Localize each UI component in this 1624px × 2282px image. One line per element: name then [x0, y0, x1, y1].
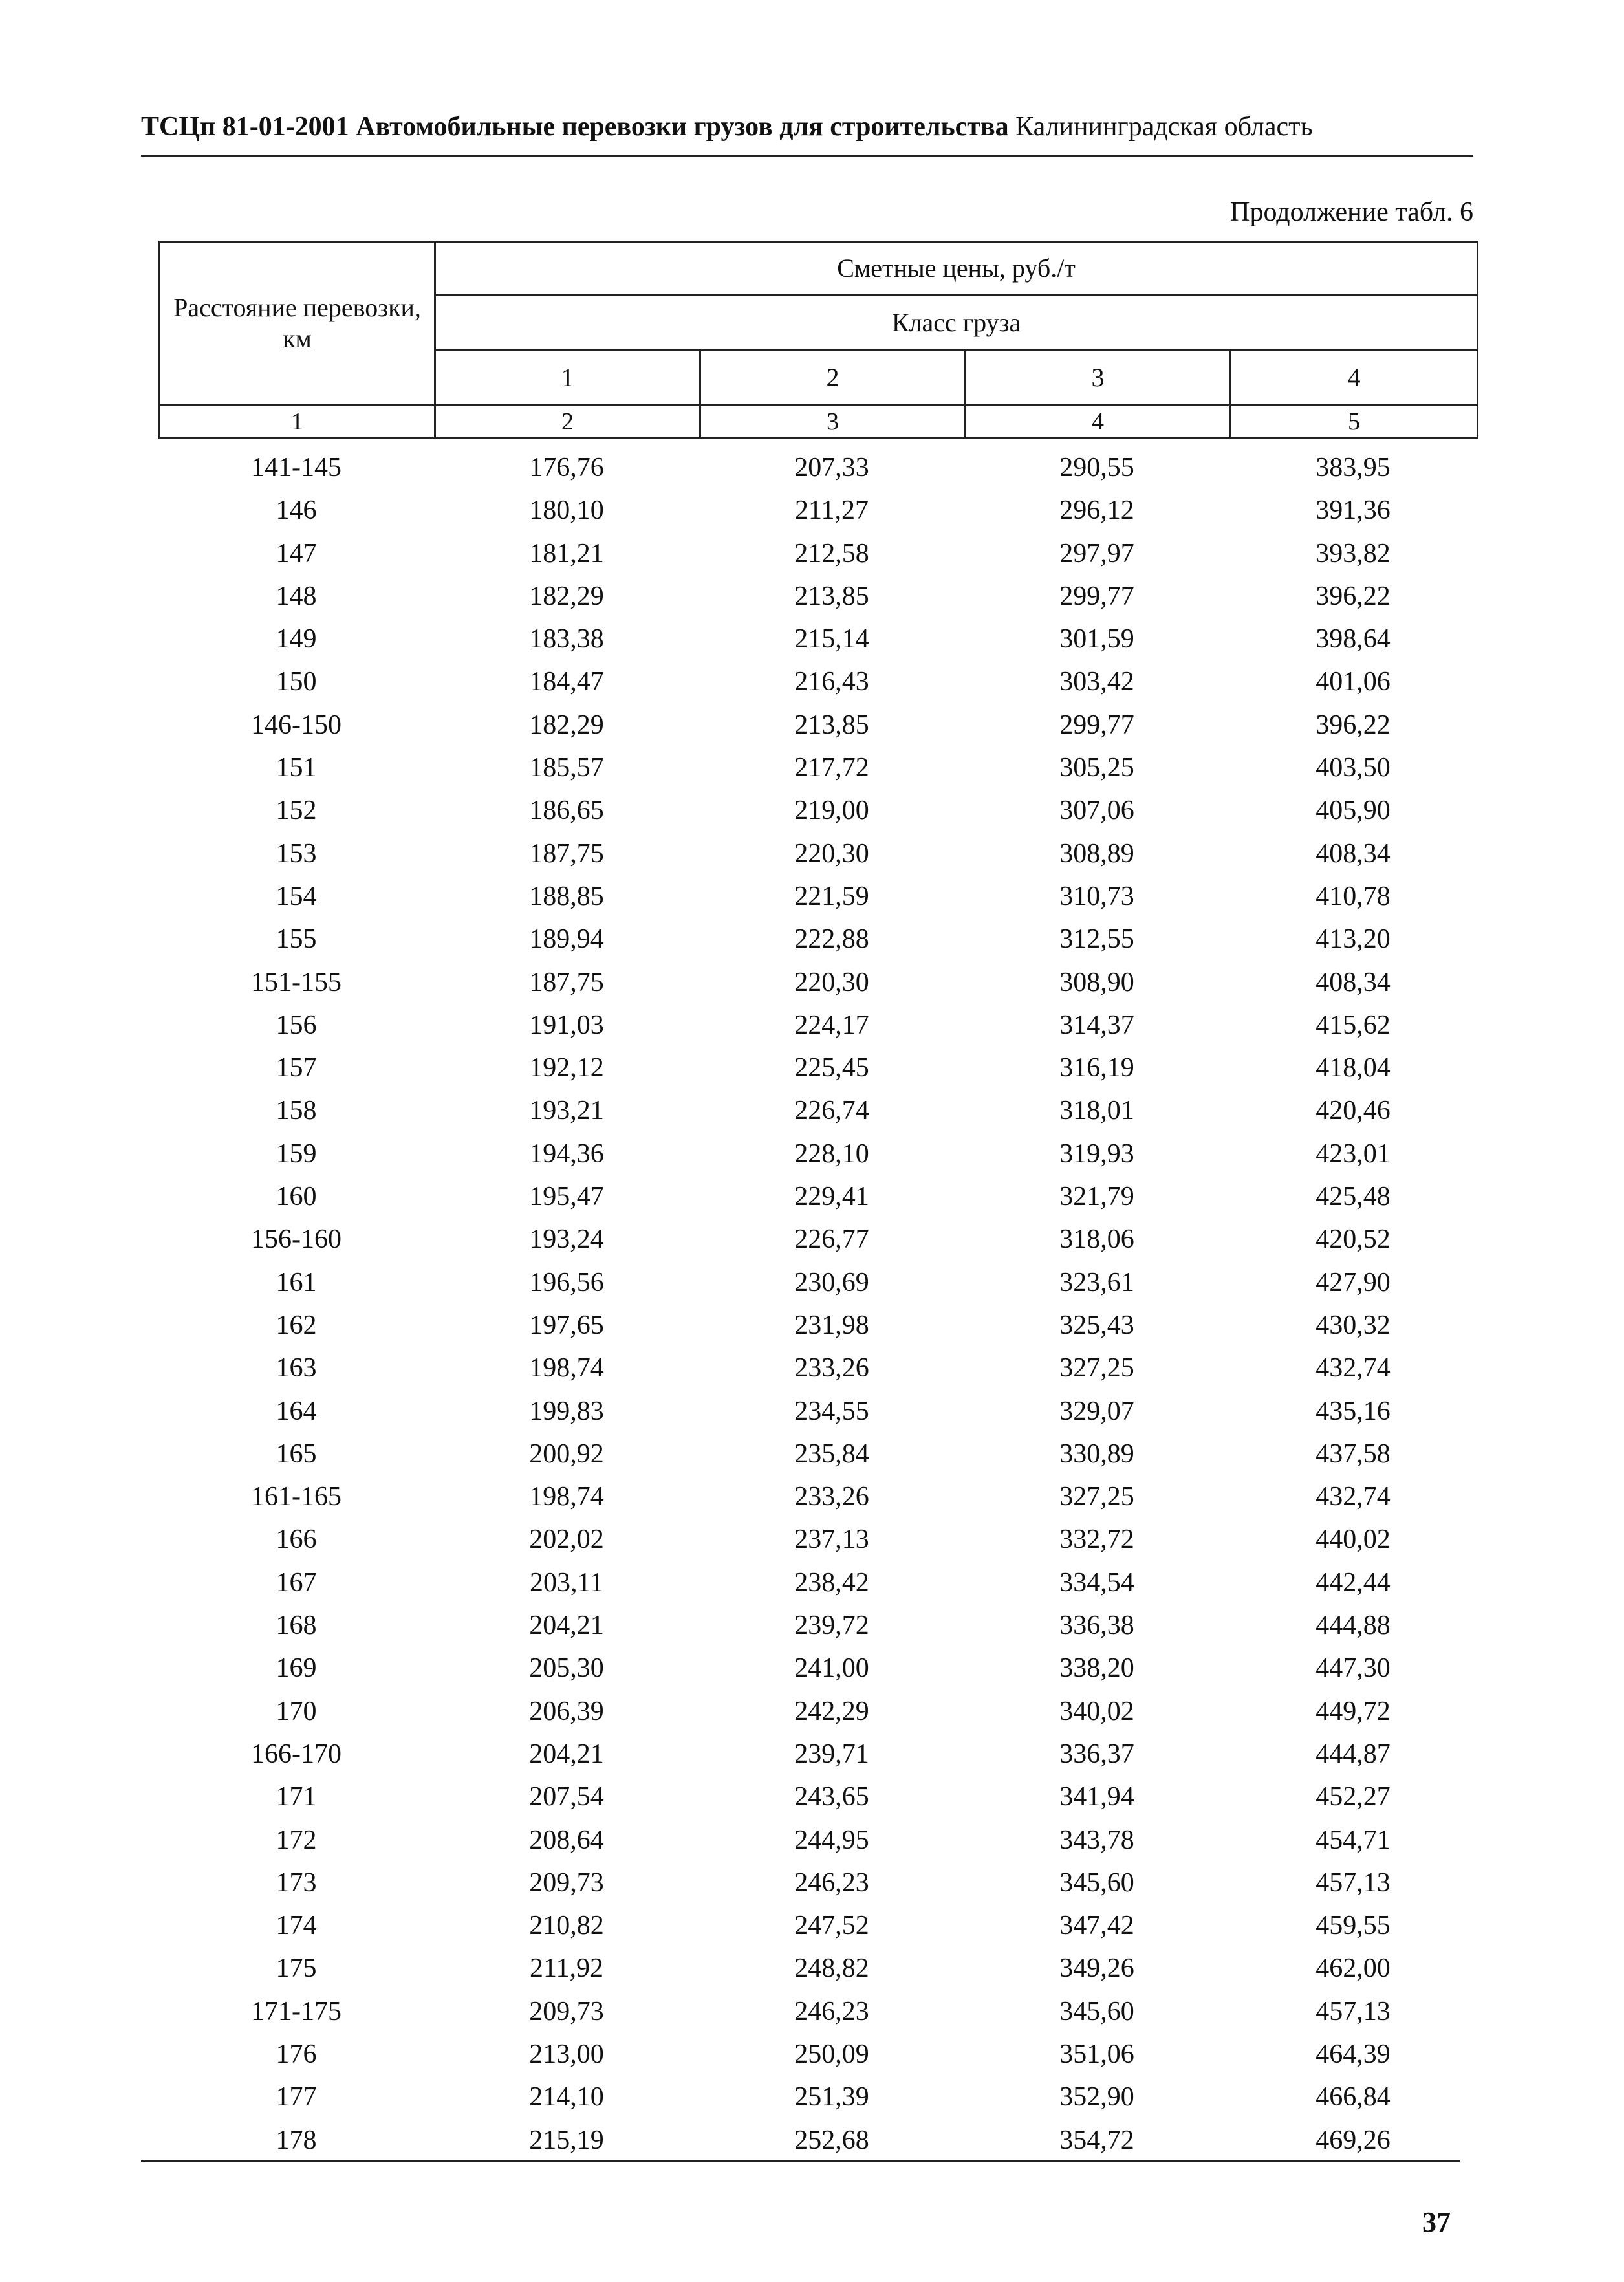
class-2-price-cell: 233,26	[794, 1353, 869, 1384]
class-4-price-cell: 413,20	[1315, 924, 1391, 955]
class-4-price-cell: 396,22	[1315, 581, 1391, 611]
table-row	[158, 746, 1477, 789]
class-1-price-cell: 183,38	[529, 624, 604, 655]
table-row	[158, 2119, 1477, 2162]
class-4-price-cell: 447,30	[1315, 1653, 1391, 1684]
class-4-header: 4	[1231, 351, 1478, 406]
class-3-price-cell: 332,72	[1059, 1525, 1134, 1555]
class-1-price-cell: 182,29	[529, 581, 604, 611]
class-1-price-cell: 191,03	[529, 1010, 604, 1040]
class-4-price-cell: 418,04	[1315, 1053, 1391, 1083]
class-3-price-cell: 310,73	[1059, 881, 1134, 911]
class-1-price-cell: 209,73	[529, 1996, 604, 2027]
class-2-price-cell: 220,30	[794, 838, 869, 869]
class-4-price-cell: 437,58	[1315, 1439, 1391, 1469]
class-2-price-cell: 224,17	[794, 1010, 869, 1040]
class-1-price-cell: 203,11	[530, 1567, 603, 1598]
distance-cell: 150	[276, 667, 317, 697]
class-1-price-cell: 196,56	[529, 1267, 604, 1298]
table-row	[158, 575, 1477, 618]
class-2-price-cell: 215,14	[794, 624, 869, 655]
class-1-price-cell: 187,75	[529, 838, 604, 869]
class-4-price-cell: 403,50	[1315, 753, 1391, 783]
class-3-price-cell: 319,93	[1059, 1138, 1134, 1169]
class-4-price-cell: 420,52	[1315, 1224, 1391, 1255]
class-2-price-cell: 251,39	[794, 2082, 869, 2113]
table-row	[158, 1047, 1477, 1089]
distance-cell: 173	[276, 1867, 317, 1898]
class-4-price-cell: 457,13	[1315, 1996, 1391, 2027]
class-2-price-cell: 248,82	[794, 1953, 869, 1984]
table-row	[158, 875, 1477, 918]
table-body	[158, 446, 1477, 2162]
table-row	[158, 832, 1477, 875]
class-4-price-cell: 408,34	[1315, 838, 1391, 869]
table-row	[158, 918, 1477, 961]
class-3-price-cell: 296,12	[1059, 495, 1134, 526]
class-4-price-cell: 454,71	[1315, 1825, 1391, 1855]
table-row	[158, 1347, 1477, 1389]
class-3-price-cell: 347,42	[1059, 1911, 1134, 1941]
table-row	[158, 2076, 1477, 2118]
table-row	[158, 1133, 1477, 1175]
class-2-price-cell: 234,55	[794, 1396, 869, 1426]
class-1-price-cell: 206,39	[529, 1696, 604, 1726]
class-3-price-cell: 349,26	[1059, 1953, 1134, 1984]
distance-cell: 155	[276, 924, 317, 955]
class-3-price-cell: 314,37	[1059, 1010, 1134, 1040]
class-1-price-cell: 211,92	[530, 1953, 603, 1984]
distance-cell: 162	[276, 1310, 317, 1340]
class-2-price-cell: 237,13	[794, 1525, 869, 1555]
class-1-price-cell: 214,10	[529, 2082, 604, 2113]
class-2-price-cell: 213,85	[794, 581, 869, 611]
table-row	[158, 789, 1477, 832]
class-3-price-cell: 321,79	[1059, 1182, 1134, 1212]
class-4-price-cell: 383,95	[1315, 453, 1391, 483]
class-4-price-cell: 415,62	[1315, 1010, 1391, 1040]
class-1-price-cell: 182,29	[529, 710, 604, 740]
class-3-price-cell: 303,42	[1059, 667, 1134, 697]
class-1-price-cell: 193,21	[529, 1096, 604, 1126]
class-3-price-cell: 341,94	[1059, 1782, 1134, 1812]
class-1-price-cell: 187,75	[529, 967, 604, 997]
distance-cell: 156-160	[251, 1224, 341, 1255]
distance-cell: 172	[276, 1825, 317, 1855]
column-number: 3	[700, 406, 966, 439]
class-3-price-cell: 336,38	[1059, 1611, 1134, 1641]
class-2-price-cell: 213,85	[794, 710, 869, 740]
class-4-price-cell: 457,13	[1315, 1867, 1391, 1898]
class-1-price-cell: 204,21	[529, 1739, 604, 1769]
class-1-price-cell: 186,65	[529, 796, 604, 826]
class-2-price-cell: 222,88	[794, 924, 869, 955]
table-row	[158, 1690, 1477, 1733]
distance-cell: 159	[276, 1138, 317, 1169]
class-3-price-cell: 345,60	[1059, 1996, 1134, 2027]
class-4-price-cell: 396,22	[1315, 710, 1391, 740]
distance-cell: 157	[276, 1053, 317, 1083]
class-4-price-cell: 464,39	[1315, 2039, 1391, 2069]
distance-cell: 153	[276, 838, 317, 869]
class-3-price-cell: 351,06	[1059, 2039, 1134, 2069]
class-2-price-cell: 243,65	[794, 1782, 869, 1812]
class-4-price-cell: 398,64	[1315, 624, 1391, 655]
table-row	[158, 1904, 1477, 1947]
table-row	[158, 1390, 1477, 1433]
distance-cell: 175	[276, 1953, 317, 1984]
table-row	[158, 1175, 1477, 1218]
distance-cell: 146	[276, 495, 317, 526]
class-3-price-cell: 312,55	[1059, 924, 1134, 955]
table-row	[158, 1304, 1477, 1347]
class-1-price-cell: 184,47	[529, 667, 604, 697]
class-1-price-cell: 215,19	[529, 2125, 604, 2155]
class-3-price-cell: 325,43	[1059, 1310, 1134, 1340]
table-row	[158, 1218, 1477, 1261]
class-2-price-cell: 225,45	[794, 1053, 869, 1083]
class-2-price-cell: 216,43	[794, 667, 869, 697]
distance-cell: 165	[276, 1439, 317, 1469]
table-row	[158, 961, 1477, 1004]
distance-cell: 156	[276, 1010, 317, 1040]
table-row	[158, 1261, 1477, 1304]
class-2-price-cell: 246,23	[794, 1867, 869, 1898]
class-3-price-cell: 354,72	[1059, 2125, 1134, 2155]
table-row	[158, 660, 1477, 703]
distance-cell: 169	[276, 1653, 317, 1684]
class-4-price-cell: 452,27	[1315, 1782, 1391, 1812]
table-row	[158, 1089, 1477, 1132]
class-4-price-cell: 435,16	[1315, 1396, 1391, 1426]
distance-cell: 170	[276, 1696, 317, 1726]
class-4-price-cell: 405,90	[1315, 796, 1391, 826]
class-4-price-cell: 466,84	[1315, 2082, 1391, 2113]
class-3-header: 3	[966, 351, 1231, 406]
table-row	[158, 1647, 1477, 1690]
distance-cell: 161	[276, 1267, 317, 1298]
distance-cell: 164	[276, 1396, 317, 1426]
page-number: 37	[1422, 2206, 1451, 2238]
document-title: ТСЦп 81-01-2001 Автомобильные перевозки грузов для строительства	[141, 112, 1009, 142]
class-3-price-cell: 307,06	[1059, 796, 1134, 826]
class-4-price-cell: 440,02	[1315, 1525, 1391, 1555]
class-2-price-cell: 226,74	[794, 1096, 869, 1126]
class-2-price-cell: 220,30	[794, 967, 869, 997]
cargo-class-header: Класс груза	[435, 296, 1478, 351]
class-2-price-cell: 219,00	[794, 796, 869, 826]
class-1-price-cell: 181,21	[529, 538, 604, 569]
distance-column-header: Расстояние перевозки, км	[160, 242, 435, 406]
class-4-price-cell: 425,48	[1315, 1182, 1391, 1212]
class-4-price-cell: 444,88	[1315, 1611, 1391, 1641]
class-4-price-cell: 391,36	[1315, 495, 1391, 526]
class-3-price-cell: 327,25	[1059, 1482, 1134, 1512]
class-3-price-cell: 299,77	[1059, 710, 1134, 740]
distance-cell: 177	[276, 2082, 317, 2113]
class-3-price-cell: 323,61	[1059, 1267, 1134, 1298]
class-3-price-cell: 340,02	[1059, 1696, 1134, 1726]
class-3-price-cell: 336,37	[1059, 1739, 1134, 1769]
class-4-price-cell: 449,72	[1315, 1696, 1391, 1726]
class-3-price-cell: 318,01	[1059, 1096, 1134, 1126]
class-2-price-cell: 246,23	[794, 1996, 869, 2027]
table-row	[158, 1990, 1477, 2033]
distance-cell: 146-150	[251, 710, 341, 740]
class-1-price-cell: 193,24	[529, 1224, 604, 1255]
class-3-price-cell: 305,25	[1059, 753, 1134, 783]
class-3-price-cell: 301,59	[1059, 624, 1134, 655]
class-2-price-cell: 233,26	[794, 1482, 869, 1512]
distance-cell: 166-170	[251, 1739, 341, 1769]
distance-cell: 174	[276, 1911, 317, 1941]
table-row	[158, 1862, 1477, 1904]
class-1-price-cell: 204,21	[529, 1611, 604, 1641]
class-4-price-cell: 432,74	[1315, 1353, 1391, 1384]
table-row	[158, 1561, 1477, 1604]
distance-cell: 154	[276, 881, 317, 911]
class-4-price-cell: 408,34	[1315, 967, 1391, 997]
class-2-price-cell: 226,77	[794, 1224, 869, 1255]
class-1-price-cell: 208,64	[529, 1825, 604, 1855]
distance-cell: 151-155	[251, 967, 341, 997]
class-2-price-cell: 242,29	[794, 1696, 869, 1726]
table-row	[158, 1776, 1477, 1818]
class-2-price-cell: 241,00	[794, 1653, 869, 1684]
class-1-price-cell: 207,54	[529, 1782, 604, 1812]
class-2-price-cell: 228,10	[794, 1138, 869, 1169]
table-row	[158, 1518, 1477, 1561]
class-4-price-cell: 442,44	[1315, 1567, 1391, 1598]
table-row	[158, 1819, 1477, 1862]
class-1-price-cell: 198,74	[529, 1353, 604, 1384]
class-4-price-cell: 420,46	[1315, 1096, 1391, 1126]
class-3-price-cell: 343,78	[1059, 1825, 1134, 1855]
table-row	[158, 1947, 1477, 1990]
class-2-price-cell: 250,09	[794, 2039, 869, 2069]
class-1-price-cell: 213,00	[529, 2039, 604, 2069]
distance-cell: 176	[276, 2039, 317, 2069]
class-1-price-cell: 200,92	[529, 1439, 604, 1469]
distance-cell: 141-145	[251, 453, 341, 483]
table-row	[158, 704, 1477, 746]
class-3-price-cell: 316,19	[1059, 1053, 1134, 1083]
distance-cell: 147	[276, 538, 317, 569]
class-2-price-cell: 239,72	[794, 1611, 869, 1641]
column-number: 4	[966, 406, 1231, 439]
class-3-price-cell: 334,54	[1059, 1567, 1134, 1598]
class-1-price-cell: 209,73	[529, 1867, 604, 1898]
class-2-price-cell: 217,72	[794, 753, 869, 783]
column-number: 5	[1231, 406, 1478, 439]
class-4-price-cell: 410,78	[1315, 881, 1391, 911]
class-4-price-cell: 423,01	[1315, 1138, 1391, 1169]
class-2-price-cell: 244,95	[794, 1825, 869, 1855]
header-divider	[141, 155, 1473, 157]
prices-header: Сметные цены, руб./т	[435, 242, 1478, 296]
class-1-price-cell: 185,57	[529, 753, 604, 783]
class-2-header: 2	[700, 351, 966, 406]
table-row	[158, 489, 1477, 532]
class-2-price-cell: 207,33	[794, 453, 869, 483]
table-bottom-rule	[141, 2160, 1460, 2162]
distance-cell: 163	[276, 1353, 317, 1384]
distance-cell: 161-165	[251, 1482, 341, 1512]
table-header	[158, 241, 1478, 439]
class-3-price-cell: 345,60	[1059, 1867, 1134, 1898]
class-3-price-cell: 327,25	[1059, 1353, 1134, 1384]
class-2-price-cell: 239,71	[794, 1739, 869, 1769]
class-4-price-cell: 393,82	[1315, 538, 1391, 569]
distance-cell: 148	[276, 581, 317, 611]
class-3-price-cell: 329,07	[1059, 1396, 1134, 1426]
table-row	[158, 1733, 1477, 1776]
class-1-price-cell: 192,12	[529, 1053, 604, 1083]
class-4-price-cell: 432,74	[1315, 1482, 1391, 1512]
table-row	[158, 1433, 1477, 1475]
class-3-price-cell: 330,89	[1059, 1439, 1134, 1469]
class-4-price-cell: 462,00	[1315, 1953, 1391, 1984]
class-1-price-cell: 176,76	[529, 453, 604, 483]
class-2-price-cell: 212,58	[794, 538, 869, 569]
class-1-header: 1	[435, 351, 700, 406]
table-row	[158, 532, 1477, 575]
class-4-price-cell: 430,32	[1315, 1310, 1391, 1340]
class-1-price-cell: 197,65	[529, 1310, 604, 1340]
class-4-price-cell: 469,26	[1315, 2125, 1391, 2155]
class-2-price-cell: 211,27	[795, 495, 869, 526]
class-1-price-cell: 205,30	[529, 1653, 604, 1684]
class-1-price-cell: 180,10	[529, 495, 604, 526]
class-1-price-cell: 210,82	[529, 1911, 604, 1941]
class-3-price-cell: 299,77	[1059, 581, 1134, 611]
distance-cell: 178	[276, 2125, 317, 2155]
class-2-price-cell: 231,98	[794, 1310, 869, 1340]
class-2-price-cell: 247,52	[794, 1911, 869, 1941]
distance-cell: 168	[276, 1611, 317, 1641]
distance-cell: 166	[276, 1525, 317, 1555]
region-name: Калининградская область	[1015, 112, 1313, 142]
table-continuation-label: Продолжение табл. 6	[1230, 197, 1473, 227]
class-3-price-cell: 308,90	[1059, 967, 1134, 997]
class-1-price-cell: 194,36	[529, 1138, 604, 1169]
class-4-price-cell: 427,90	[1315, 1267, 1391, 1298]
class-2-price-cell: 230,69	[794, 1267, 869, 1298]
table-row	[158, 446, 1477, 489]
class-3-price-cell: 290,55	[1059, 453, 1134, 483]
class-1-price-cell: 198,74	[529, 1482, 604, 1512]
distance-cell: 152	[276, 796, 317, 826]
distance-cell: 151	[276, 753, 317, 783]
class-1-price-cell: 189,94	[529, 924, 604, 955]
class-4-price-cell: 401,06	[1315, 667, 1391, 697]
table-row	[158, 1004, 1477, 1047]
class-4-price-cell: 444,87	[1315, 1739, 1391, 1769]
column-number: 2	[435, 406, 700, 439]
class-1-price-cell: 188,85	[529, 881, 604, 911]
class-3-price-cell: 297,97	[1059, 538, 1134, 569]
class-3-price-cell: 308,89	[1059, 838, 1134, 869]
class-1-price-cell: 202,02	[529, 1525, 604, 1555]
page-header	[141, 109, 1473, 145]
class-1-price-cell: 199,83	[529, 1396, 604, 1426]
table-row	[158, 618, 1477, 660]
column-number: 1	[160, 406, 435, 439]
table-row	[158, 1604, 1477, 1647]
class-3-price-cell: 318,06	[1059, 1224, 1134, 1255]
distance-cell: 167	[276, 1567, 317, 1598]
table-row	[158, 2033, 1477, 2076]
distance-cell: 158	[276, 1096, 317, 1126]
class-4-price-cell: 459,55	[1315, 1911, 1391, 1941]
distance-cell: 149	[276, 624, 317, 655]
class-3-price-cell: 352,90	[1059, 2082, 1134, 2113]
distance-cell: 160	[276, 1182, 317, 1212]
class-2-price-cell: 252,68	[794, 2125, 869, 2155]
class-1-price-cell: 195,47	[529, 1182, 604, 1212]
class-2-price-cell: 229,41	[794, 1182, 869, 1212]
distance-cell: 171-175	[251, 1996, 341, 2027]
class-2-price-cell: 221,59	[794, 881, 869, 911]
class-2-price-cell: 235,84	[794, 1439, 869, 1469]
class-2-price-cell: 238,42	[794, 1567, 869, 1598]
class-3-price-cell: 338,20	[1059, 1653, 1134, 1684]
table-row	[158, 1475, 1477, 1518]
distance-cell: 171	[276, 1782, 317, 1812]
